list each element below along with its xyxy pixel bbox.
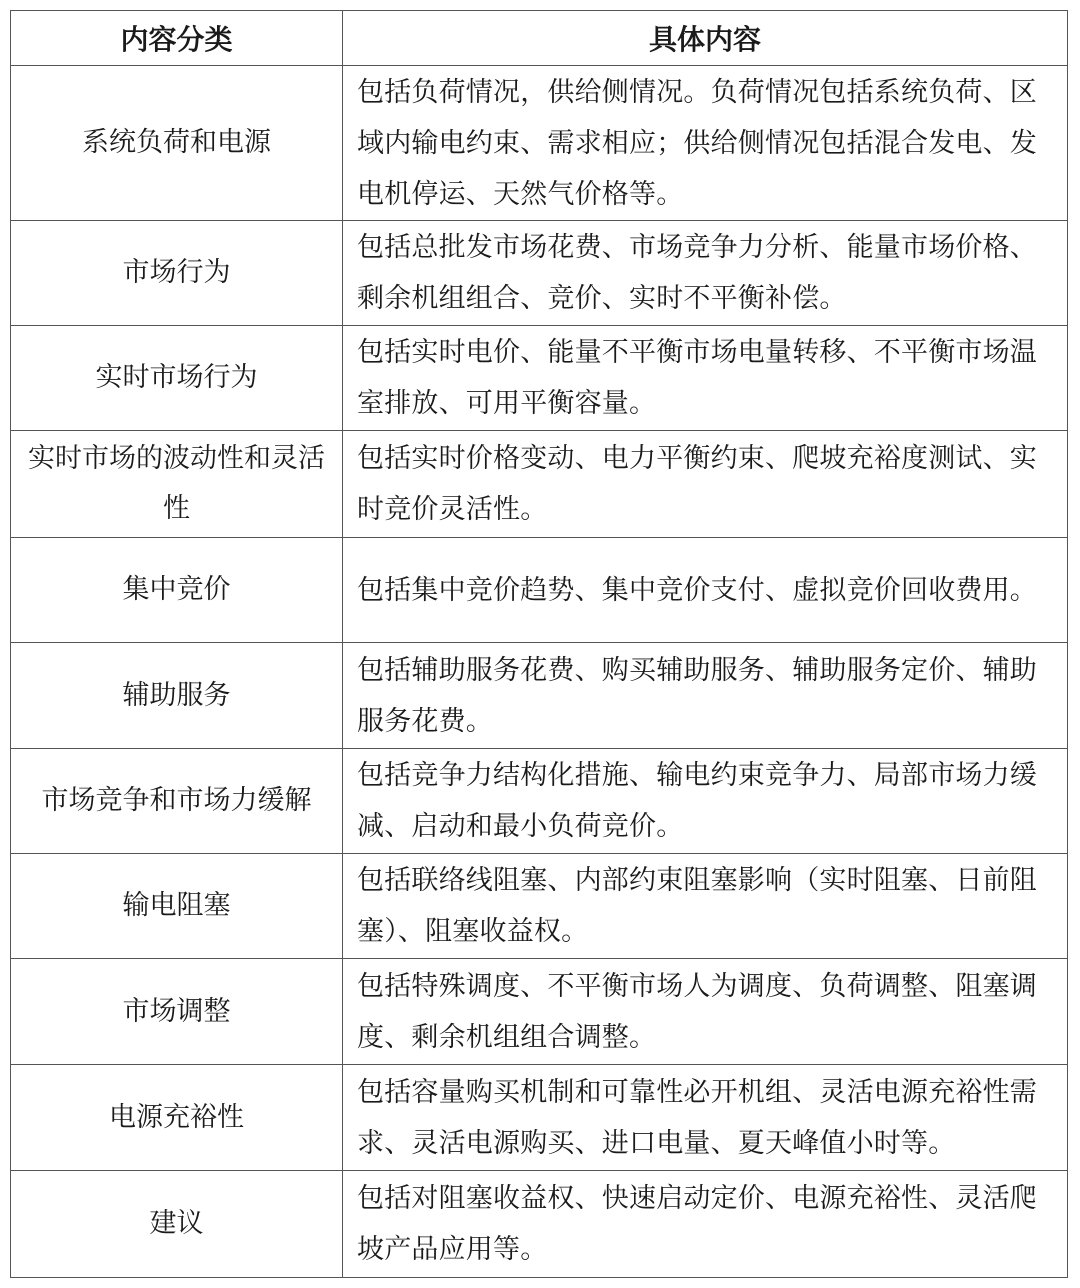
table-row (11, 66, 1068, 221)
row-category: 输电阻塞 (11, 854, 343, 959)
row-category: 系统负荷和电源 (11, 66, 343, 221)
table-row (11, 326, 1068, 431)
row-category: 实时市场的波动性和灵活性 (11, 431, 343, 538)
row-content: 包括负荷情况，供给侧情况。负荷情况包括系统负荷、区域内输电约束、需求相应；供给侧情况包括混合发电、发电机停运、天然气价格等。 (343, 66, 1068, 221)
row-category: 实时市场行为 (11, 326, 343, 431)
table-header-row (11, 11, 1068, 66)
row-category: 市场竞争和市场力缓解 (11, 749, 343, 854)
table-row (11, 1171, 1068, 1278)
header-category: 内容分类 (11, 11, 343, 66)
row-content: 包括对阻塞收益权、快速启动定价、电源充裕性、灵活爬坡产品应用等。 (343, 1171, 1068, 1278)
row-content: 包括集中竞价趋势、集中竞价支付、虚拟竞价回收费用。 (343, 538, 1068, 643)
row-category: 市场调整 (11, 959, 343, 1065)
table-body (11, 66, 1068, 1278)
table-row (11, 538, 1068, 643)
table-row (11, 221, 1068, 326)
row-content: 包括辅助服务花费、购买辅助服务、辅助服务定价、辅助服务花费。 (343, 643, 1068, 749)
row-category: 辅助服务 (11, 643, 343, 749)
row-content: 包括总批发市场花费、市场竞争力分析、能量市场价格、剩余机组组合、竞价、实时不平衡补偿。 (343, 221, 1068, 326)
row-content: 包括竞争力结构化措施、输电约束竞争力、局部市场力缓减、启动和最小负荷竞价。 (343, 749, 1068, 854)
row-content: 包括特殊调度、不平衡市场人为调度、负荷调整、阻塞调度、剩余机组组合调整。 (343, 959, 1068, 1065)
table-row (11, 1065, 1068, 1171)
table-row (11, 749, 1068, 854)
header-content: 具体内容 (343, 11, 1068, 66)
row-content: 包括容量购买机制和可靠性必开机组、灵活电源充裕性需求、灵活电源购买、进口电量、夏天峰值小时等。 (343, 1065, 1068, 1171)
row-category: 集中竞价 (11, 538, 343, 643)
row-content: 包括实时电价、能量不平衡市场电量转移、不平衡市场温室排放、可用平衡容量。 (343, 326, 1068, 431)
row-category: 建议 (11, 1171, 343, 1278)
content-classification-table (10, 10, 1068, 1278)
row-category: 市场行为 (11, 221, 343, 326)
table-row (11, 854, 1068, 959)
row-content: 包括联络线阻塞、内部约束阻塞影响（实时阻塞、日前阻塞）、阻塞收益权。 (343, 854, 1068, 959)
row-category: 电源充裕性 (11, 1065, 343, 1171)
table-row (11, 643, 1068, 749)
table-row (11, 431, 1068, 538)
table-row (11, 959, 1068, 1065)
row-content: 包括实时价格变动、电力平衡约束、爬坡充裕度测试、实时竞价灵活性。 (343, 431, 1068, 538)
